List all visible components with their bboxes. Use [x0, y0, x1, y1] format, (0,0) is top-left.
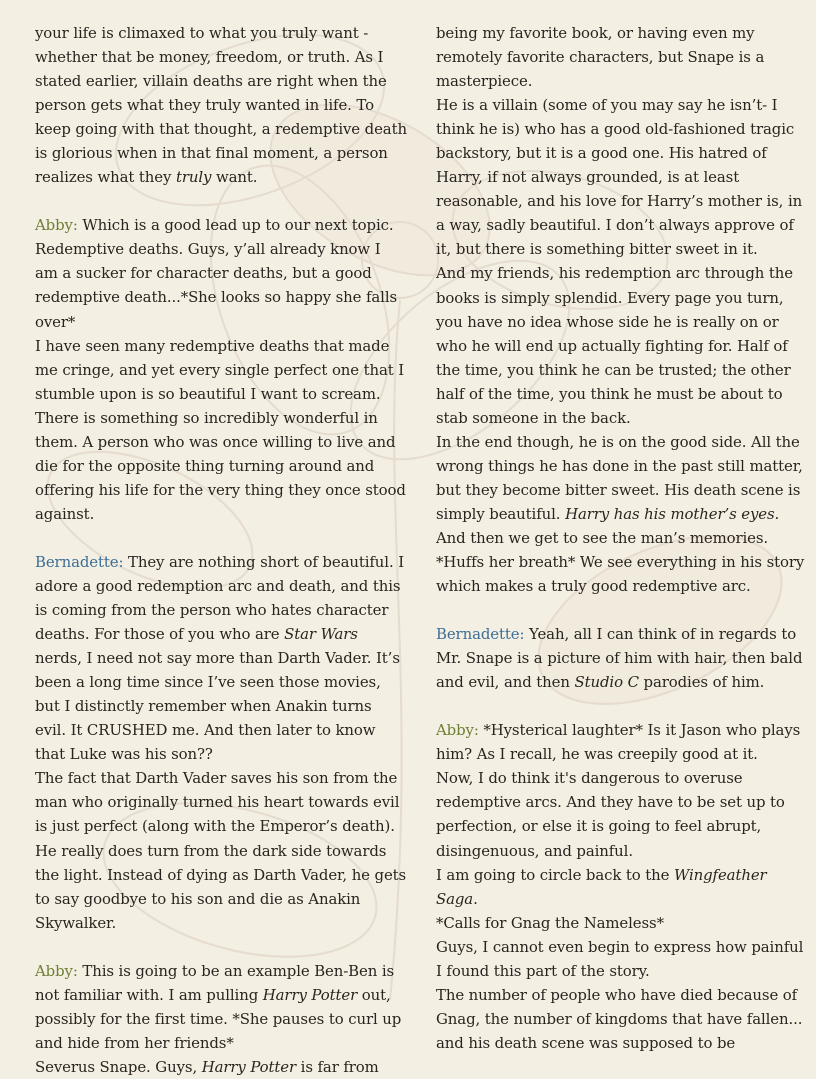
- paragraph: And my friends, his redemption arc through the books is simply splendid. Every page you turn, you have no idea whose side he is really on or who he will end up actually fighting for. Half of the time, you think he can be trusted; the other half of the time, you think he must be about to stab someone in the back.: [436, 264, 793, 427]
- paragraph: *Calls for Gnag the Nameless*: [436, 913, 664, 932]
- paragraph: The fact that Darth Vader saves his son from the man who originally turned his heart towards evil is just perfect (along with the Emperor’s death). He really does turn from the dark side towards the light. Instead of dying as Darth Vader, he gets to say goodbye to his son and die as Anakin Skywalker.: [35, 769, 407, 932]
- paragraph: being my favorite book, or having even my remotely favorite characters, but Snape is a masterpiece.: [436, 24, 765, 91]
- paragraph: Now, I do think it's dangerous to overuse redemptive arcs. And they have to be set up to perfection, or else it is going to feel abrupt, disingenuous, and painful.: [436, 769, 785, 860]
- paragraph: I have seen many redemptive deaths that made me cringe, and yet every single perfect one that I stumble upon is so beautiful I want to scream. There is something so incredibly wonderful in them. A person who was once willing to live and die for the opposite thing turning around and offering his life for the very thing they once stood against.: [35, 336, 406, 523]
- paragraph: your life is climaxed to what you truly want - whether that be money, freedom, or truth. As I stated earlier, villain deaths are right when the person gets what they truly wanted in life. To keep going with that thought, a redemptive death is glorious when in that final moment, a person realizes what they truly want.: [35, 24, 407, 187]
- paragraph: I am going to circle back to the Wingfeather Saga.: [436, 865, 767, 908]
- left-column: [35, 21, 407, 1079]
- paragraph: In the end though, he is on the good side. All the wrong things he has done in the past still matter, but they become bitter sweet. His death scene is simply beautiful. Harry has his mother’s eyes. And then we get to see the man’s memories. *Huffs her breath* We see everything in his story which makes a truly good redemptive arc.: [436, 432, 805, 596]
- paragraph: The number of people who have died because of Gnag, the number of kingdoms that have fallen... and his death scene was supposed to be: [436, 985, 803, 1052]
- dialogue-abby: Abby: Which is a good lead up to our next topic. Redemptive deaths. Guys, y’all already know I am a sucker for character deaths, but a good redemptive death...*She looks so happy she falls over*: [35, 216, 398, 331]
- dialogue-abby: Abby: This is going to be an example Ben-Ben is not familiar with. I am pulling Harry Potter out, possibly for the first time. *She pauses to curl up and hide from her friends*: [35, 961, 402, 1052]
- speaker-abby: Abby:: [35, 961, 78, 980]
- speaker-bernadette: Bernadette:: [436, 625, 525, 644]
- dialogue-bernadette: Bernadette: They are nothing short of beautiful. I adore a good redemption arc and death, and this is coming from the person who hates character deaths. For those of you who are Star Wars nerds, I need not say more than Darth Vader. It’s been a long time since I’ve seen those movies, but I distinctly remember when Anakin turns evil. It CRUSHED me. And then later to know that Luke was his son??: [35, 552, 405, 764]
- speaker-abby: Abby:: [436, 721, 479, 740]
- dialogue-abby: Abby: *Hysterical laughter* Is it Jason who plays him? As I recall, he was creepily good at it.: [436, 721, 801, 764]
- right-column: [436, 21, 808, 1055]
- paragraph: He is a villain (some of you may say he isn’t- I think he is) who has a good old-fashioned tragic backstory, but it is a good one. His hatred of Harry, if not always grounded, is at least reasonable, and his love for Harry’s mother is, in a way, sadly beautiful. I don’t always approve of it, but there is something bitter sweet in it.: [436, 96, 803, 259]
- paragraph: Severus Snape. Guys, Harry Potter is far from: [35, 1057, 379, 1076]
- speaker-bernadette: Bernadette:: [35, 552, 124, 571]
- dialogue-bernadette: Bernadette: Yeah, all I can think of in regards to Mr. Snape is a picture of him with hair, then bald and evil, and then Studio C parodies of him.: [436, 625, 803, 692]
- speaker-abby: Abby:: [35, 216, 78, 235]
- paragraph: Guys, I cannot even begin to express how painful I found this part of the story.: [436, 937, 804, 980]
